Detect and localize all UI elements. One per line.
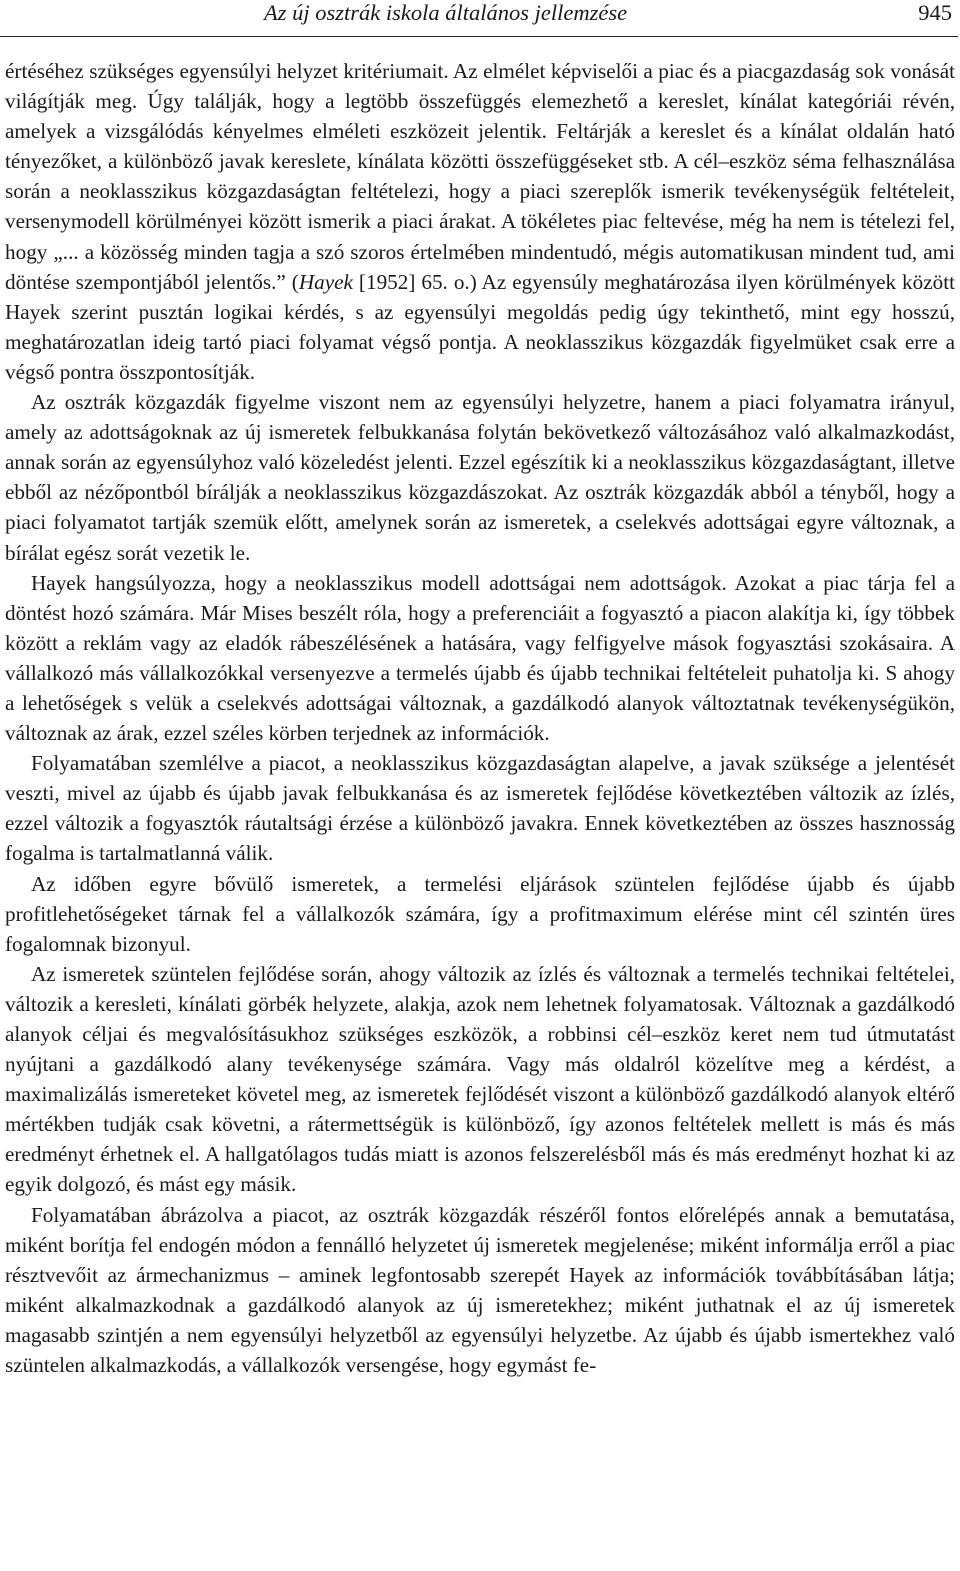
paragraph-2: Az osztrák közgazdák figyelme viszont nem az egyensúlyi helyzetre, hanem a piaci folyamatra irányul, amely az adottságoknak az új ismeretek felbukkanása folytán bekövetkező változásához való alkalmazkodást, annak során az egyensúlyhoz való közeledést jelenti. Ezzel egészítik ki a neoklasszikus közgazdaságtant, illetve ebből az nézőpontból bírálják a neoklasszikus közgazdászokat. Az osztrák közgazdák abból a tényből, hogy a piaci folyamatot tartják szemük előtt, amelynek során az ismeretek, a cselekvés adottságai egyre változnak, a bírálat egész sorát vezetik le. <box>5 390 955 565</box>
paragraph-3: Hayek hangsúlyozza, hogy a neoklasszikus modell adottságai nem adottságok. Azokat a piac tárja fel a döntést hozó számára. Már Mises beszélt róla, hogy a preferenciáit a fogyasztó a piacon alakítja ki, így többek között a reklám vagy az eladók rábeszélésének a hatására, vagy felfigyelve mások fogyasztási szokásaira. A vállalkozó más vállalkozókkal versenyezve a termelés újabb és újabb technikai feltételeit puhatolja ki. S ahogy a lehetőségek s velük a cselekvés adottságai változnak, a gazdálkodó alanyok változtatnak tevékenységükön, változnak az árak, ezzel széles körben terjednek az információk. <box>5 570 955 746</box>
citation-author: Hayek <box>298 269 353 294</box>
page-number: 945 <box>918 0 952 25</box>
paragraph-6: Az ismeretek szüntelen fejlődése során, ahogy változik az ízlés és változnak a termelés technikai feltételei, változik a keresleti, kínálati görbék helyzete, alakja, azok nem lehetnek folyamatosak. Változnak a gazdálkodó alanyok céljai és megvalósításukhoz szükséges eszközök, a robbinsi cél–eszköz keret nem tud útmutatást nyújtani a gazdálkodó alany tevékenysége számára. Vagy más oldalról közelítve meg a kérdést, a maximalizálás ismereteket követel meg, az ismeretek fejlődését viszont a különböző gazdálkodó alanyok eltérő mértékben tudják csak követni, a rátermettségük is különböző, így azonos feltételek mellett is más és más eredményt érhetnek el. A hallgatólagos tudás miatt is azonos felszerelésből más és más eredményt hozhat ki az egyik dolgozó, és mást egy másik. <box>5 961 955 1197</box>
paragraph-5: Az időben egyre bővülő ismeretek, a termelési eljárások szüntelen fejlődése újabb és újabb profitlehetőségeket tárnak fel a vállalkozók számára, így a profitmaximum elérése mint cél szintén üres fogalomnak bizonyul. <box>5 871 955 956</box>
body-text <box>5 56 955 1380</box>
running-title: Az új osztrák iskola általános jellemzése <box>264 0 628 25</box>
page-header <box>0 0 958 37</box>
paragraph-7: Folyamatában ábrázolva a piacot, az osztrák közgazdák részéről fontos előrelépés annak a bemutatása, miként borítja fel endogén módon a fennálló helyzetet új ismeretek megjelenése; miként informálja erről a piac résztvevőit az ármechanizmus – aminek legfontosabb szerepét Hayek az információk továbbításában látja; miként alkalmazkodnak a gazdálkodó alanyok az új ismeretekhez; miként juthatnak el az új ismeretek magasabb szintjén a nem egyensúlyi helyzetből az egyensúlyi helyzetbe. Az újabb és újabb ismertekhez való szüntelen alkalmazkodás, a vállalkozók versengése, hogy egymást fe- <box>5 1202 955 1378</box>
paragraph-1-text-a: értéséhez szükséges egyensúlyi helyzet kritériumait. Az elmélet képviselői a piac és a piacgazdaság sok vonását világítják meg. Úgy találják, hogy a legtöbb összefüggés elemezhető a kereslet, kínálat kategóriái révén, amelyek a vizsgálódás kényelmes elméleti eszközeit jelentik. Feltárják a kereslet és a kínálat oldalán ható tényezőket, a különböző javak kereslete, kínálata közötti összefüggéseket stb. A cél–eszköz séma felhasználása során a neoklasszikus közgazdaságtan feltételezi, hogy a piaci szereplők ismerik tevékenységük feltételeit, versenymodell körülményei között ismerik a piaci árakat. A tökéletes piac feltevése, még ha nem is tételezi fel, hogy „... a közösség minden tagja a szó szoros értelmében mindentudó, mégis automatikusan mindent tud, ami döntése szempontjából jelentős.” ( <box>5 59 955 294</box>
paragraph-1-text-b: [1952] 65. o.) Az egyensúly meghatározása ilyen körülmények között Hayek szerint pusztán logikai kérdés, s az egyensúlyi megoldás pedig úgy tekinthető, mint egy hosszú, meghatározatlan ideig tartó piaci folyamat végső pontja. A neoklasszikus közgazdák figyelmüket csak erre a végső pontra összpontosítják. <box>5 269 955 384</box>
paragraph-4: Folyamatában szemlélve a piacot, a neoklasszikus közgazdaságtan alapelve, a javak szüksége a jelentését veszti, mivel az újabb és újabb javak felbukkanása és az ismeretek fejlődése következtében változik az ízlés, ezzel változik a fogyasztók ráutaltsági érzése a különböző javakra. Ennek következtében az összes hasznosság fogalma is tartalmatlanná válik. <box>5 751 955 866</box>
paragraph-1 <box>5 56 955 387</box>
